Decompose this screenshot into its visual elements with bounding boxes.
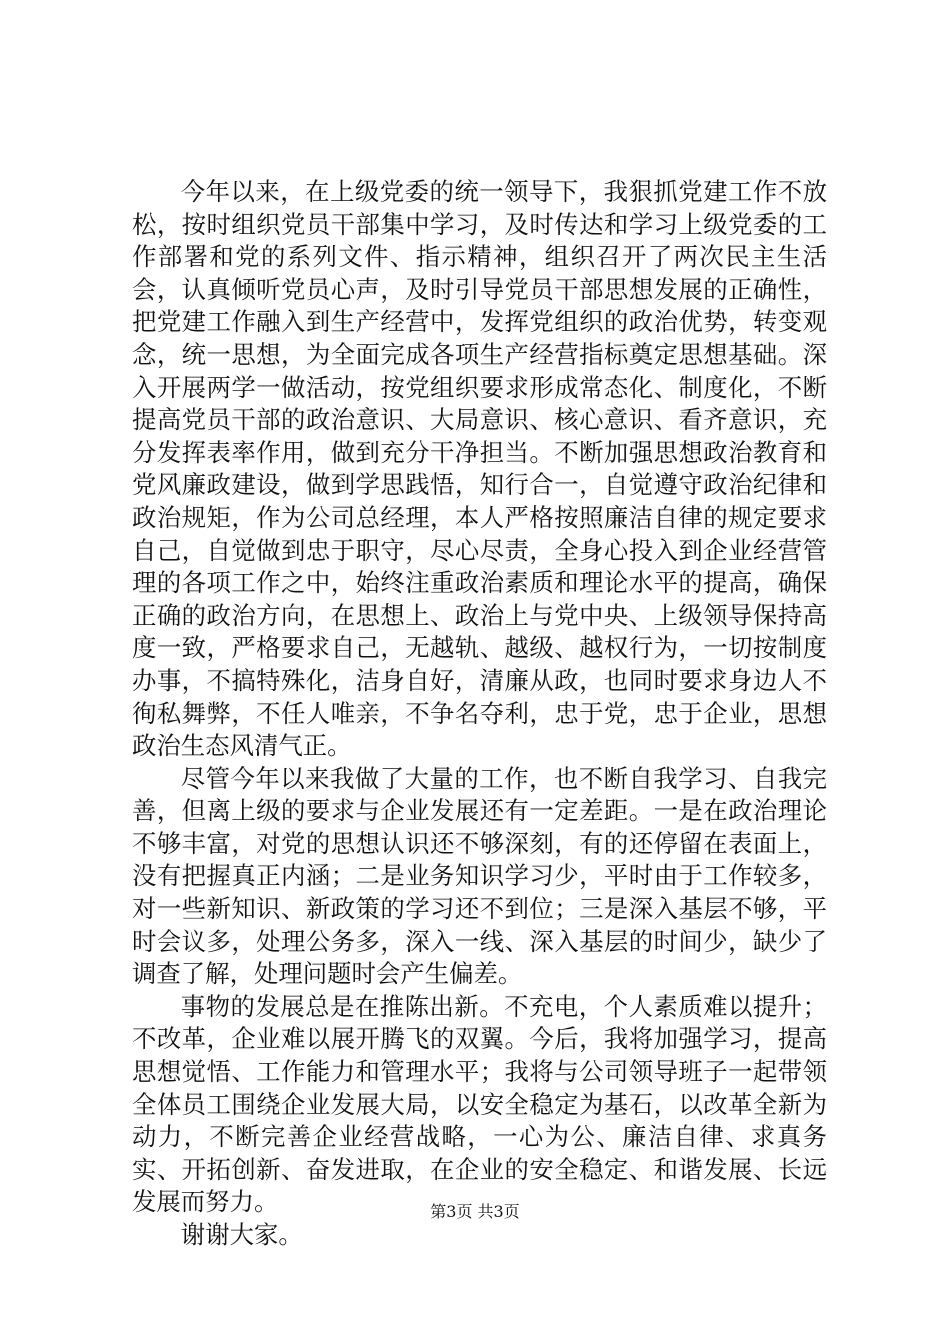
paragraph-thanks: 谢谢大家。 [180,1220,303,1249]
page-footer [0,1202,950,1222]
paragraph-future-plans: 事物的发展总是在推陈出新。不充电，个人素质难以提升；不改革，企业难以展开腾飞的双翼。今后，我将加强学习，提高思想觉悟、工作能力和管理水平；我将与公司领导班子一起带领全体员工围绕企业发展大局，以安全稳定为基石，以改革全新为动力，不断完善企业经营战略，一心为公、廉洁自律、求真务实、开拓创新、奋发进取，在企业的安全稳定、和谐发展、长远发展而努力。 [132,991,827,1217]
document-body [132,176,827,1252]
paragraph-party-building: 今年以来，在上级党委的统一领导下，我狠抓党建工作不放松，按时组织党员干部集中学习，及时传达和学习上级党委的工作部署和党的系列文件、指示精神，组织召开了两次民主生活会，认真倾听党员心声，及时引导党员干部思想发展的正确性，把党建工作融入到生产经营中，发挥党组织的政治优势，转变观念，统一思想，为全面完成各项生产经营指标奠定思想基础。深入开展两学一做活动，按党组织要求形成常态化、制度化，不断提高党员干部的政治意识、大局意识、核心意识、看齐意识，充分发挥表率作用，做到充分干净担当。不断加强思想政治教育和党风廉政建设，做到学思践悟，知行合一，自觉遵守政治纪律和政治规矩，作为公司总经理，本人严格按照廉洁自律的规定要求自己，自觉做到忠于职守，尽心尽责，全身心投入到企业经营管理的各项工作之中，始终注重政治素质和理论水平的提高，确保正确的政治方向，在思想上、政治上与党中央、上级领导保持高度一致，严格要求自己，无越轨、越级、越权行为，一切按制度办事，不搞特殊化，洁身自好，清廉从政，也同时要求身边人不徇私舞弊，不任人唯亲，不争名夺利，忠于党，忠于企业，思想政治生态风清气正。 [132,177,827,761]
paragraph-shortcomings: 尽管今年以来我做了大量的工作，也不断自我学习、自我完善，但离上级的要求与企业发展还有一定差距。一是在政治理论不够丰富，对党的思想认识还不够深刻，有的还停留在表面上，没有把握真正内涵；二是业务知识学习少，平时由于工作较多，对一些新知识、新政策的学习还不到位；三是深入基层不够，平时会议多，处理公务多，深入一线、深入基层的时间少，缺少了调查了解，处理问题时会产生偏差。 [132,763,827,989]
page-number-label: 第3页 共3页 [430,1202,520,1221]
